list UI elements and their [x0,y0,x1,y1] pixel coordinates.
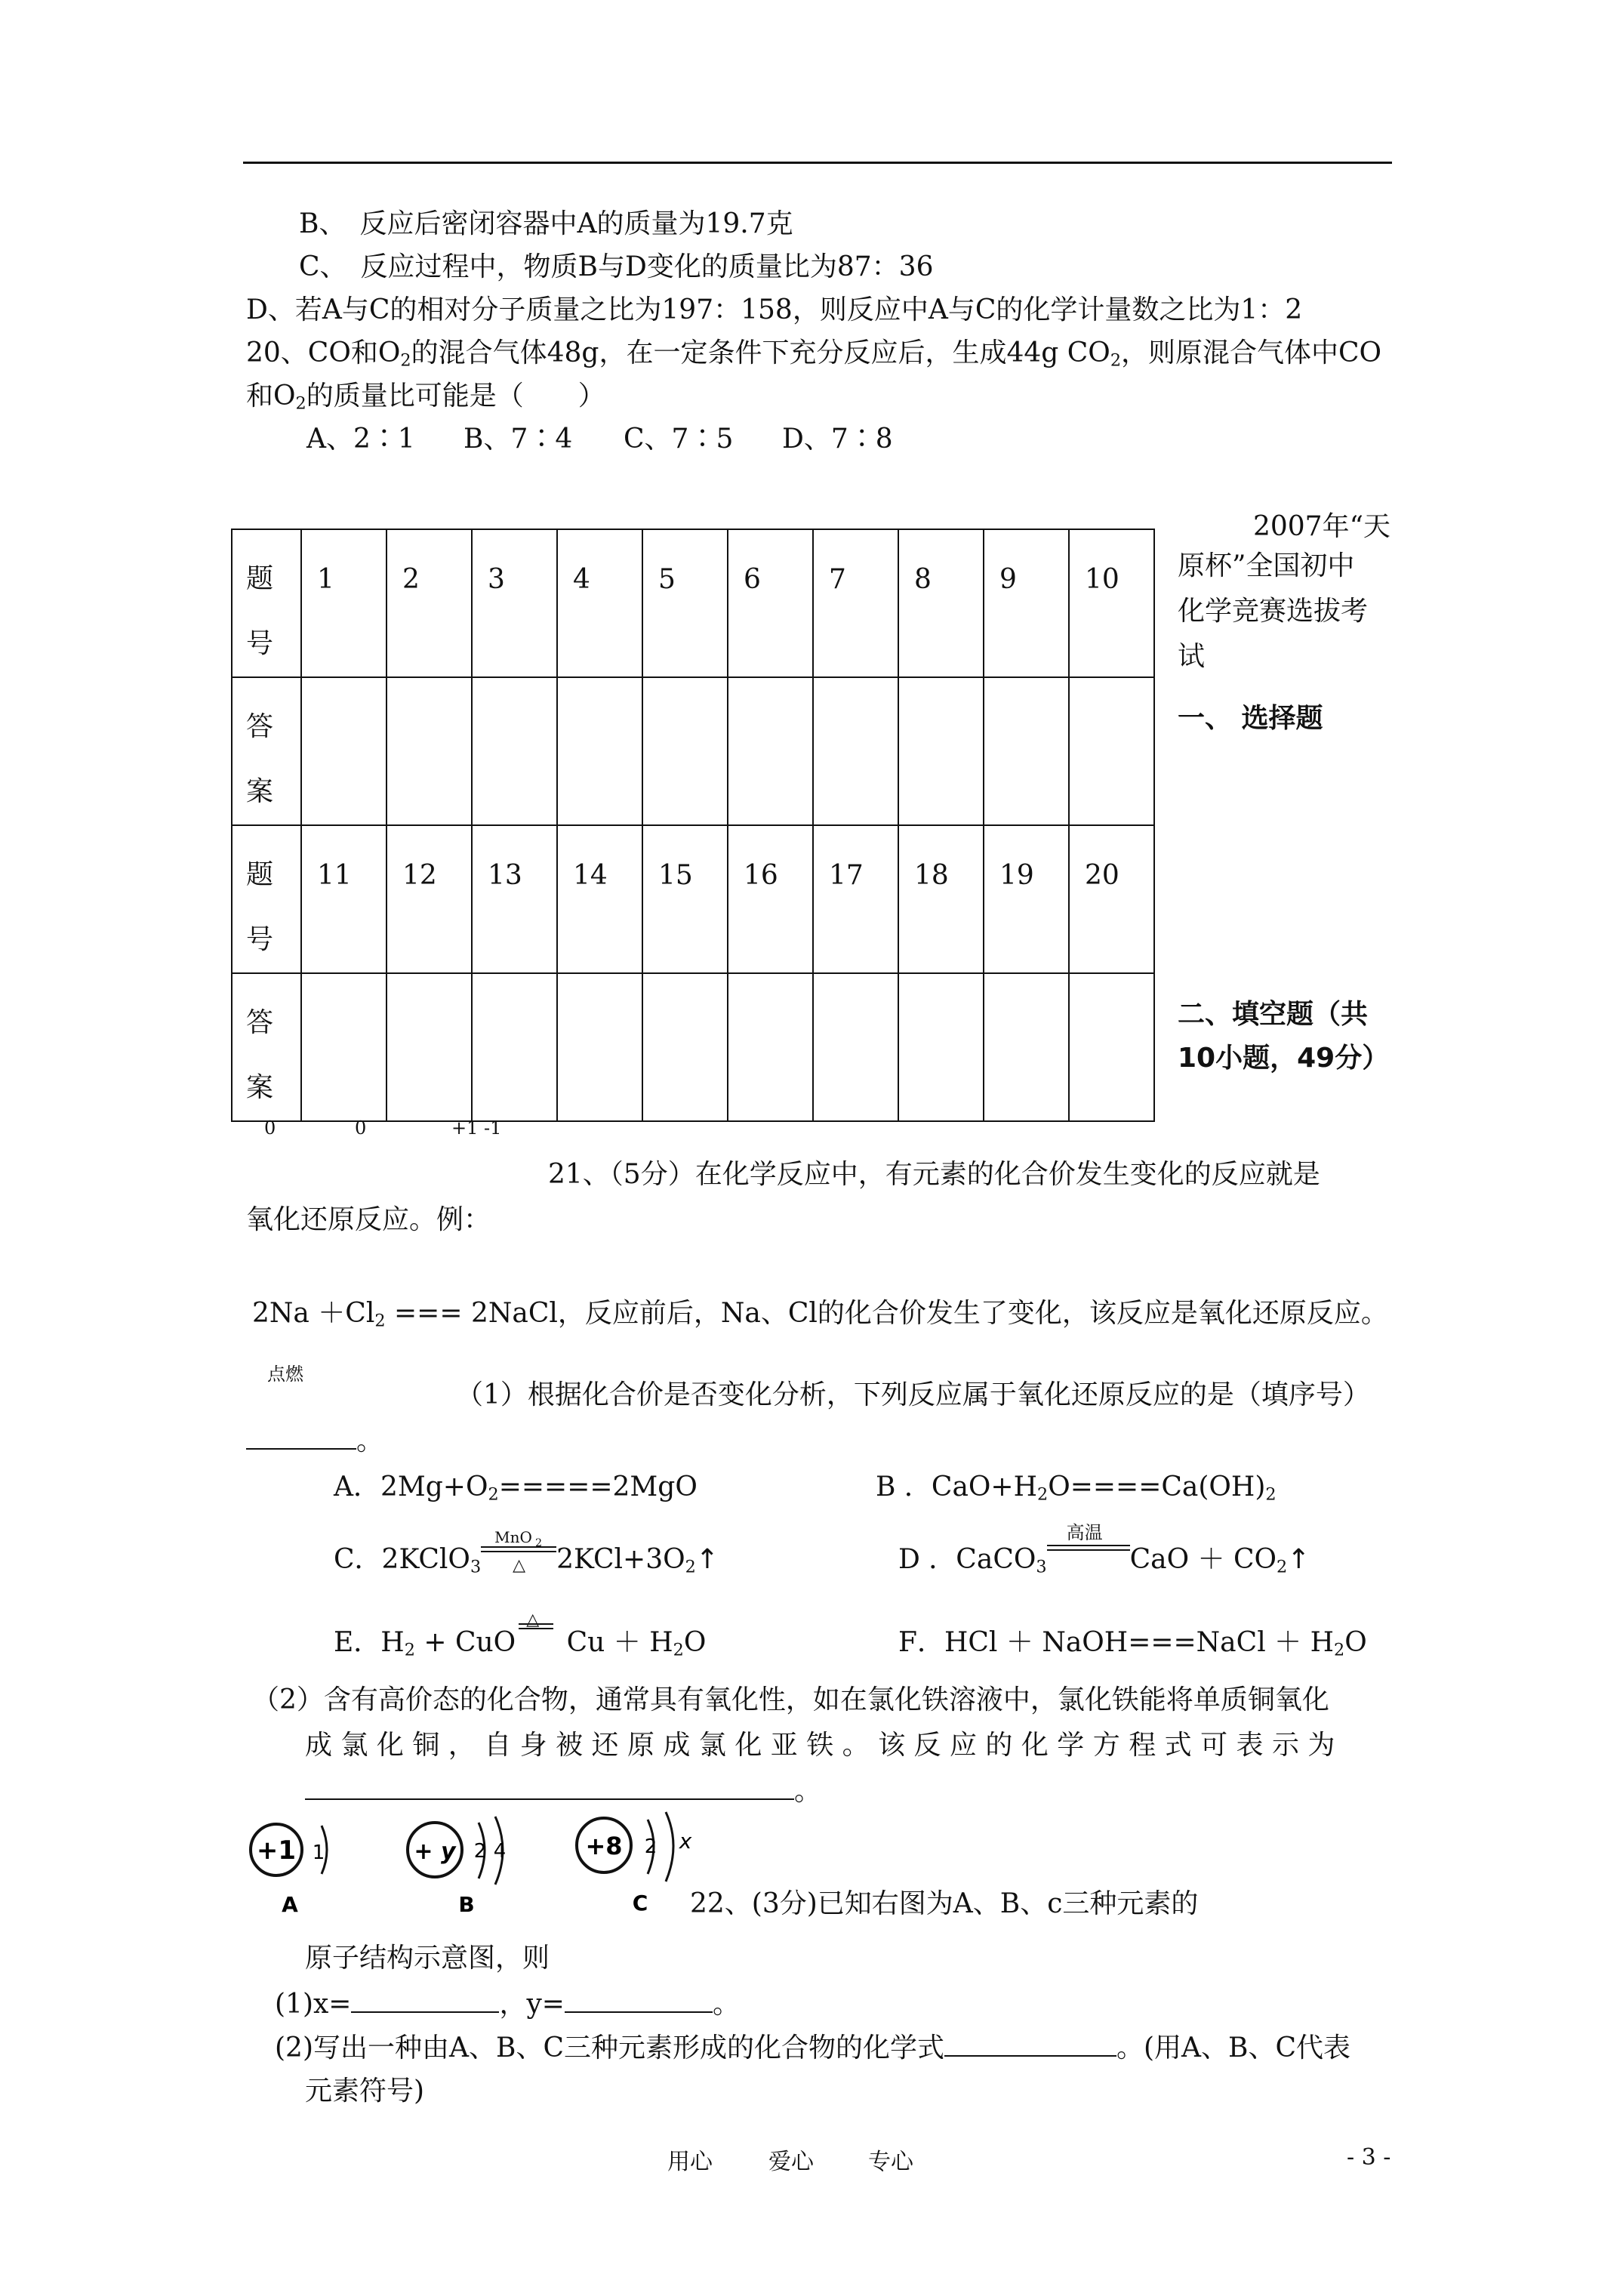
q19-option-c: C、 反应过程中，物质B与D变化的质量比为87：36 [299,251,934,282]
x-answer-blank[interactable] [351,1987,499,2013]
section-fill-heading: 二、填空题（共 [1178,999,1369,1030]
atom-b-shell-1: 2 [473,1840,487,1863]
answer-label: 答 案 [232,677,301,825]
answer-cell[interactable] [301,677,387,825]
exam-title-line4: 试 [1178,641,1206,672]
answer-cell[interactable] [642,677,728,825]
question-number-cell: 19 [984,825,1069,973]
question-number-cell: 9 [984,529,1069,677]
table-row [232,677,1154,825]
answer-cell[interactable] [728,677,813,825]
q21-part1: （1）根据化合价是否变化分析，下列反应属于氧化还原反应的是（填序号） [456,1379,1370,1410]
table-row [232,529,1154,677]
atom-a-label: A [282,1892,298,1917]
reaction-e: E．$H_2$ + CuO △ $Cu + H_2O$ [334,1610,707,1660]
question-number-cell: 17 [813,825,898,973]
q19-option-b: B、 反应后密闭容器中A的质量为19.7克 [299,208,793,239]
question-number-cell: 10 [1069,529,1154,677]
question-number-label: 题 号 [232,825,301,973]
q21-part2-line1: （2）含有高价态的化合物，通常具有氧化性，如在氯化铁溶液中，氯化铁能将单质铜氧化 [252,1684,1329,1715]
y-answer-blank[interactable] [565,1987,713,2013]
answer-cell[interactable] [472,677,557,825]
answer-cell[interactable] [813,677,898,825]
atom-c-shell-2: x [679,1829,692,1854]
answer-cell[interactable] [472,973,557,1121]
atom-c-nucleus: +8 [585,1832,623,1860]
q19-option-d: D、若A与C的相对分子质量之比为197：158，则反应中A与C的化学计量数之比为1：2 [246,294,1303,325]
atom-c-label: C [632,1891,648,1915]
exam-title-line3: 化学竞赛选拔考 [1178,596,1369,627]
footer-motto-2: 爱心 [768,2149,814,2175]
question-number-cell: 1 [301,529,387,677]
condition-arrow: △ [516,1626,558,1660]
q22-part1: (1)x= ，y= 。 [275,1989,740,2020]
condition-arrow: 高温 [1047,1543,1130,1576]
valence-nacl: +1 -1 [451,1117,502,1139]
q21-part2-answer: 。 [305,1774,821,1808]
atom-b-shell-2: 4 [493,1840,507,1863]
answer-cell[interactable] [387,973,472,1121]
ignite-condition: 点燃 [267,1364,303,1385]
section-choice-heading: 一、 选择题 [1178,703,1323,734]
question-number-cell: 12 [387,825,472,973]
q22-part2-end: 元素符号) [305,2076,425,2106]
answer-cell[interactable] [1069,973,1154,1121]
answer-cell[interactable] [813,973,898,1121]
footer-motto-1: 用心 [667,2149,713,2175]
q22-part2: (2)写出一种由A、B、C三种元素形成的化合物的化学式 。(用A、B、C代表 [275,2032,1351,2063]
question-number-cell: 4 [557,529,642,677]
question-number-cell: 14 [557,825,642,973]
q22-intro: 22、(3分)已知右图为A、B、c三种元素的 [690,1888,1199,1919]
question-number-cell: 5 [642,529,728,677]
footer-motto-3: 专心 [868,2149,913,2175]
reaction-d: D ．CaCO$_3$ 高温 CaO ＋ $CO_2↑$ [898,1522,1310,1577]
q22-intro-2: 原子结构示意图，则 [305,1943,550,1974]
q20-option-b: B、7∶4 [463,424,573,455]
exam-title: 2007年“天 [1252,511,1390,542]
atom-a-diagram [251,1824,327,1917]
answer-cell[interactable] [557,677,642,825]
table-row [232,973,1154,1121]
answer-cell[interactable] [1069,677,1154,825]
q20-stem-line1: 20、CO和$O_2$的混合气体48g，在一定条件下充分反应后，生成44g $CO_2$，则原混合气体中CO [246,337,1382,371]
q21-intro-line2: 氧化还原反应。例： [246,1204,491,1235]
answer-cell[interactable] [898,677,984,825]
table-row [232,825,1154,973]
answer-blank[interactable] [305,1774,794,1800]
q21-example-equation: $2Na +Cl_2$ === 2NaCl，反应前后，Na、Cl的化合价发生了变化，该反应是氧化还原反应。 [252,1298,1388,1331]
answer-cell[interactable] [984,973,1069,1121]
valence-cl: 0 [355,1117,367,1139]
formula-answer-blank[interactable] [944,2031,1116,2057]
reaction-c: C．2KClO$_3$ MnO 2 △ $2KCl+3O_2↑$ [334,1528,719,1577]
atom-structure-diagrams [243,1809,726,1922]
condition-arrow: MnO 2 △ [481,1543,556,1576]
reaction-a: A．$2Mg+O_2=====2MgO$ [334,1472,698,1505]
exam-title-line2: 原杯”全国初中 [1178,550,1355,581]
answer-cell[interactable] [728,973,813,1121]
answer-table [231,529,1155,1122]
q20-option-c: C、7∶5 [624,424,734,455]
page-number: - 3 - [1347,2144,1391,2171]
question-number-cell: 13 [472,825,557,973]
atom-b-nucleus: + y [414,1838,456,1865]
atom-b-diagram [408,1817,506,1917]
question-number-cell: 3 [472,529,557,677]
valence-na: 0 [264,1117,276,1139]
answer-cell[interactable] [557,973,642,1121]
reaction-f: F．HCl ＋ NaOH===NaCl ＋ $H_2O$ [898,1627,1367,1660]
question-number-label: 题 号 [232,529,301,677]
answer-cell[interactable] [898,973,984,1121]
atom-b-label: B [458,1892,475,1917]
question-number-cell: 15 [642,825,728,973]
question-number-cell: 20 [1069,825,1154,973]
question-number-cell: 6 [728,529,813,677]
q21-part2-line2: 成 氯 化 铜 ， 自 身 被 还 原 成 氯 化 亚 铁 。 该 反 应 的 化 学 方 程 式 可 表 示 为 [305,1730,1335,1761]
header-rule [243,162,1392,164]
question-number-cell: 2 [387,529,472,677]
q20-stem-line2: 和$O_2$的质量比可能是（ ） [246,381,605,414]
answer-cell[interactable] [642,973,728,1121]
section-fill-heading-2: 10小题，49分） [1178,1043,1390,1074]
answer-cell[interactable] [387,677,472,825]
reaction-b: B ．$CaO+H_2O====Ca(OH)_2$ [876,1472,1277,1505]
q20-option-d: D、7∶8 [782,424,893,455]
question-number-cell: 8 [898,529,984,677]
atom-a-shell-1: 1 [312,1841,325,1864]
q21-part1-answer: 。 [246,1424,383,1458]
answer-blank[interactable] [246,1424,356,1450]
atom-a-nucleus: +1 [256,1835,297,1866]
question-number-cell: 11 [301,825,387,973]
atom-c-shell-1: 2 [644,1835,658,1858]
q20-option-a: A、2∶1 [306,424,415,455]
answer-label: 答 案 [232,973,301,1121]
question-number-cell: 18 [898,825,984,973]
atom-c-diagram [577,1812,692,1915]
question-number-cell: 16 [728,825,813,973]
question-number-cell: 7 [813,529,898,677]
answer-cell[interactable] [984,677,1069,825]
answer-cell[interactable] [301,973,387,1121]
q21-intro-line1: 21、（5分）在化学反应中，有元素的化合价发生变化的反应就是 [548,1159,1320,1190]
